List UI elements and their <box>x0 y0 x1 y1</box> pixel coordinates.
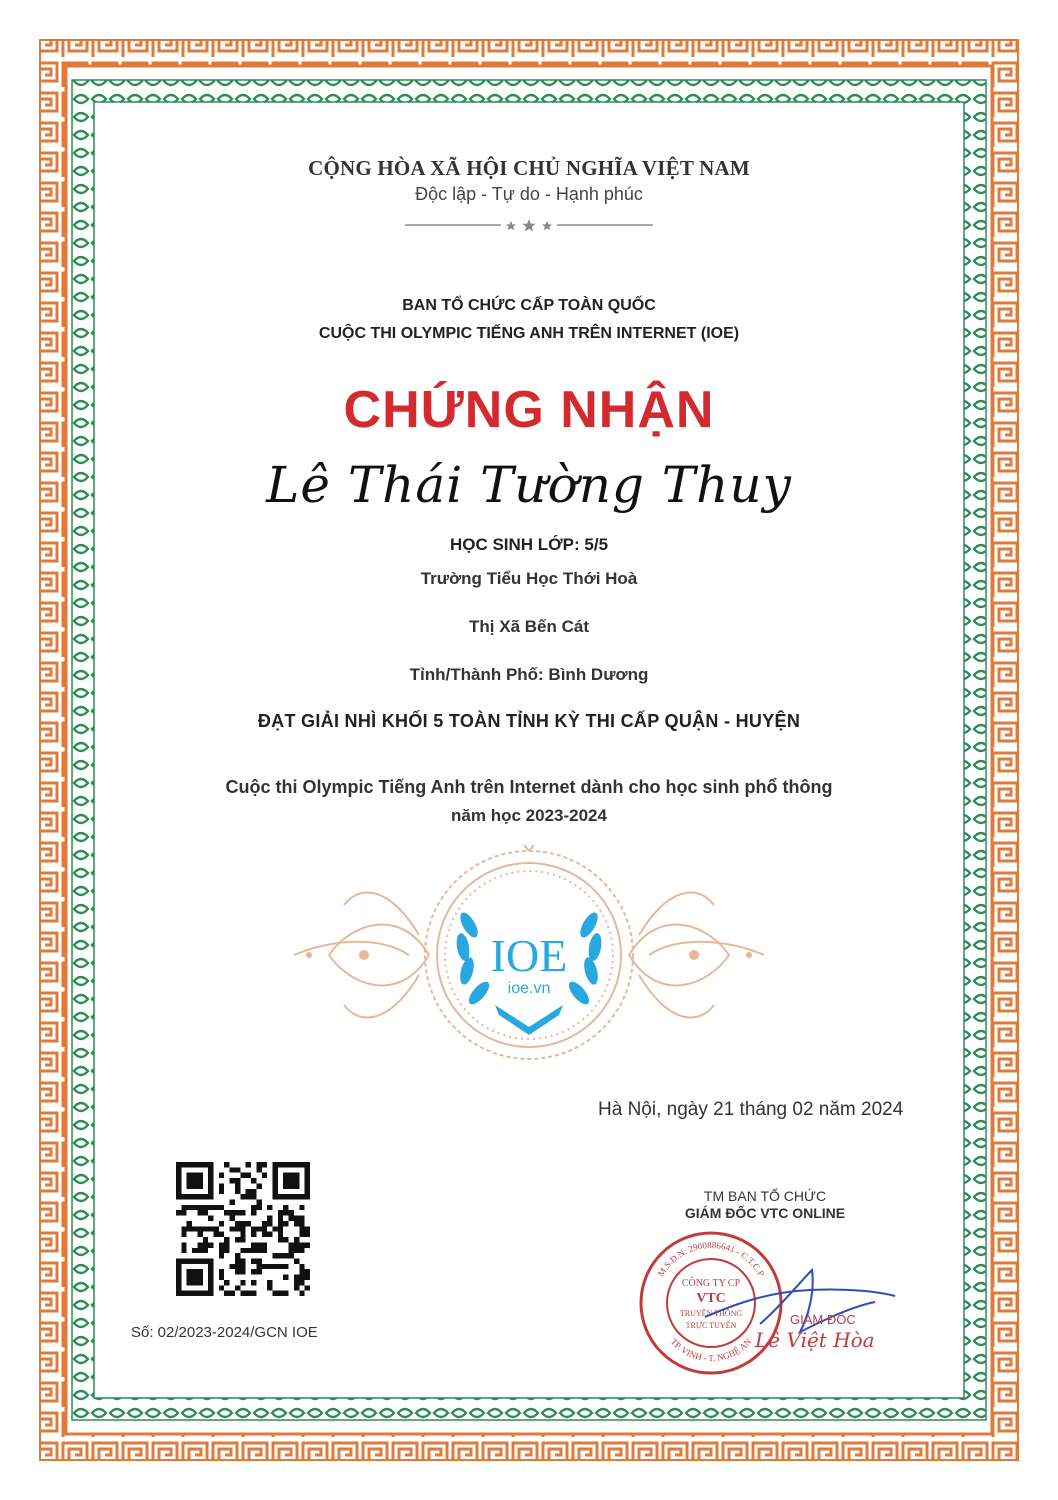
star-icon <box>542 221 552 230</box>
ioe-logo-text: IOE <box>490 930 568 981</box>
ioe-emblem <box>289 845 769 1065</box>
svg-text:VTC: VTC <box>696 1291 726 1306</box>
qr-code <box>176 1162 310 1296</box>
date-prefix: Hà Nội, ngày <box>598 1099 708 1120</box>
class-line: HỌC SINH LỚP: 5/5 <box>449 535 609 554</box>
country-name: CỘNG HÒA XÃ HỘI CHỦ NGHĨA VIỆT NAM <box>308 156 750 180</box>
signatory-line-1: TM BAN TỔ CHỨC <box>703 1188 827 1204</box>
director-name: Lê Việt Hòa <box>755 1328 875 1352</box>
award-line: ĐẠT GIẢI NHÌ KHỐI 5 TOÀN TỈNH KỲ THI CẤP QUẬN - HUYỆN <box>257 711 801 731</box>
svg-text:TRUYỀN THÔNG: TRUYỀN THÔNG <box>679 1309 743 1318</box>
director-title: GIÁM ĐỐC <box>790 1312 856 1327</box>
date-month-word: tháng <box>739 1099 788 1120</box>
national-motto: Độc lập - Tự do - Hạnh phúc <box>415 184 643 204</box>
date-year-word: năm <box>818 1099 856 1120</box>
province-line: Tỉnh/Thành Phố: Bình Dương <box>409 665 649 684</box>
school-name: Trường Tiểu Học Thới Hoà <box>420 569 638 588</box>
svg-text:TP. VINH - T. NGHỆ AN: TP. VINH - T. NGHỆ AN <box>668 1336 754 1364</box>
signatory-line-2: GIÁM ĐỐC VTC ONLINE <box>684 1205 846 1221</box>
ioe-domain-text: ioe.vn <box>507 980 551 997</box>
svg-text:CÔNG TY CP: CÔNG TY CP <box>681 1278 741 1289</box>
organizer-line-2: CUỘC THI OLYMPIC TIẾNG ANH TRÊN INTERNET (IOE) <box>318 325 740 342</box>
certificate-title: CHỨNG NHẬN <box>343 381 715 439</box>
star-divider <box>405 214 653 238</box>
star-icon <box>506 221 516 230</box>
recipient-name: Lê Thái Tường Thuy <box>266 456 792 514</box>
organizer-line-1: BAN TỔ CHỨC CẤP TOÀN QUỐC <box>402 297 656 314</box>
svg-text:M.S.D.N: 2900886641 - C.T.C.P: M.S.D.N: 2900886641 - C.T.C.P <box>655 1239 767 1279</box>
contest-line-1: Cuộc thi Olympic Tiếng Anh trên Internet dành cho học sinh phổ thông <box>225 777 833 797</box>
svg-text:TRỰC TUYẾN: TRỰC TUYẾN <box>685 1321 737 1330</box>
contest-line-2: năm học 2023-2024 <box>451 806 607 825</box>
issue-date <box>598 1099 903 1121</box>
serial-number: Số: 02/2023-2024/GCN IOE <box>131 1324 318 1341</box>
date-month: 02 <box>792 1099 814 1120</box>
date-year: 2024 <box>861 1099 904 1120</box>
star-icon <box>522 219 535 231</box>
date-day: 21 <box>713 1099 735 1120</box>
district-name: Thị Xã Bến Cát <box>469 617 589 636</box>
